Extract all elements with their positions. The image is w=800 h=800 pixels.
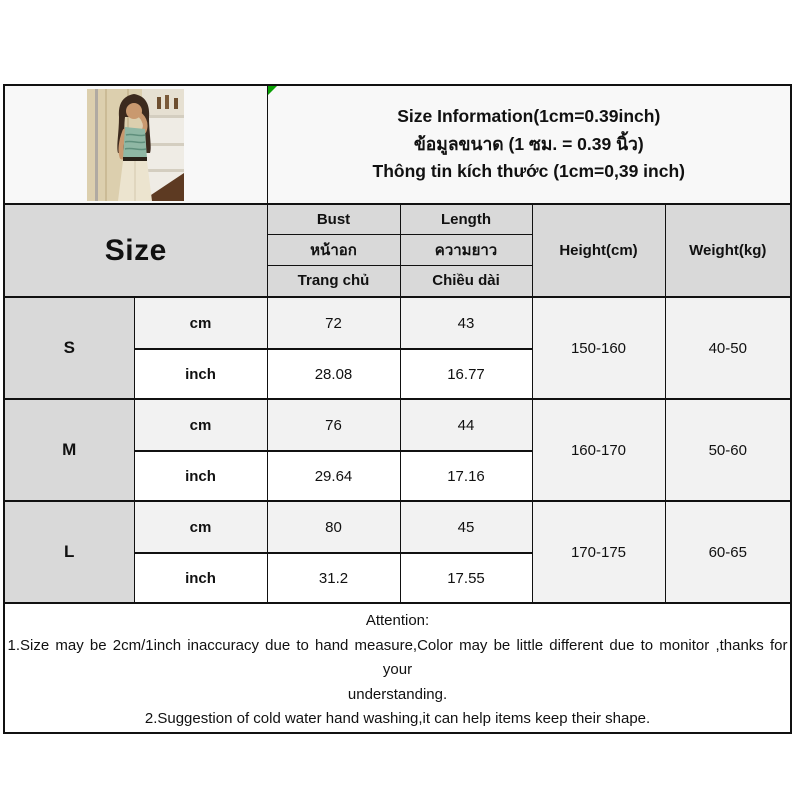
l-height-range: 170-175 bbox=[532, 501, 665, 603]
model-photo bbox=[5, 89, 267, 201]
size-m-label: M bbox=[4, 399, 134, 501]
size-s-label: S bbox=[4, 297, 134, 399]
l-bust-cm: 80 bbox=[267, 501, 400, 553]
model-photo-cell bbox=[4, 85, 267, 204]
unit-inch-label: inch bbox=[134, 349, 267, 399]
model-photo-illustration bbox=[87, 89, 184, 201]
unit-inch-label: inch bbox=[134, 451, 267, 501]
unit-cm-label: cm bbox=[134, 399, 267, 451]
l-length-inch: 17.55 bbox=[400, 553, 532, 603]
s-bust-inch: 28.08 bbox=[267, 349, 400, 399]
bust-header-vi: Trang chủ bbox=[267, 265, 400, 297]
s-weight-range: 40-50 bbox=[665, 297, 791, 399]
m-length-cm: 44 bbox=[400, 399, 532, 451]
s-length-inch: 16.77 bbox=[400, 349, 532, 399]
m-length-inch: 17.16 bbox=[400, 451, 532, 501]
l-bust-inch: 31.2 bbox=[267, 553, 400, 603]
unit-inch-label: inch bbox=[134, 553, 267, 603]
attention-note-cell bbox=[4, 603, 791, 733]
size-column-header: Size bbox=[4, 204, 267, 297]
length-header-en: Length bbox=[400, 204, 532, 234]
bust-header-en: Bust bbox=[267, 204, 400, 234]
size-information-header-cell bbox=[267, 85, 791, 204]
length-header-th: ความยาว bbox=[400, 234, 532, 265]
title-vietnamese: Thông tin kích thước (1cm=0,39 inch) bbox=[372, 161, 685, 182]
attention-note1-line1: 1.Size may be 2cm/1inch inaccuracy due to hand measure,Color may be little different due to monitor ,thanks for your bbox=[7, 636, 788, 678]
height-column-header: Height(cm) bbox=[532, 204, 665, 297]
l-weight-range: 60-65 bbox=[665, 501, 791, 603]
m-bust-cm: 76 bbox=[267, 399, 400, 451]
s-bust-cm: 72 bbox=[267, 297, 400, 349]
size-chart-table bbox=[3, 84, 792, 734]
l-length-cm: 45 bbox=[400, 501, 532, 553]
title-thai: ข้อมูลขนาด (1 ซม. = 0.39 นิ้ว) bbox=[413, 133, 644, 154]
bust-header-th: หน้าอก bbox=[267, 234, 400, 265]
weight-column-header: Weight(kg) bbox=[665, 204, 791, 297]
s-height-range: 150-160 bbox=[532, 297, 665, 399]
s-length-cm: 43 bbox=[400, 297, 532, 349]
green-corner-marker-icon bbox=[268, 86, 277, 95]
size-l-label: L bbox=[4, 501, 134, 603]
attention-title: Attention: bbox=[365, 612, 430, 629]
m-weight-range: 50-60 bbox=[665, 399, 791, 501]
m-height-range: 160-170 bbox=[532, 399, 665, 501]
m-bust-inch: 29.64 bbox=[267, 451, 400, 501]
attention-note1-line2: understanding. bbox=[347, 685, 448, 703]
title-english: Size Information(1cm=0.39inch) bbox=[397, 106, 661, 127]
length-header-vi: Chiều dài bbox=[400, 265, 532, 297]
unit-cm-label: cm bbox=[134, 297, 267, 349]
attention-note2: 2.Suggestion of cold water hand washing,it can help items keep their shape. bbox=[144, 710, 651, 727]
unit-cm-label: cm bbox=[134, 501, 267, 553]
